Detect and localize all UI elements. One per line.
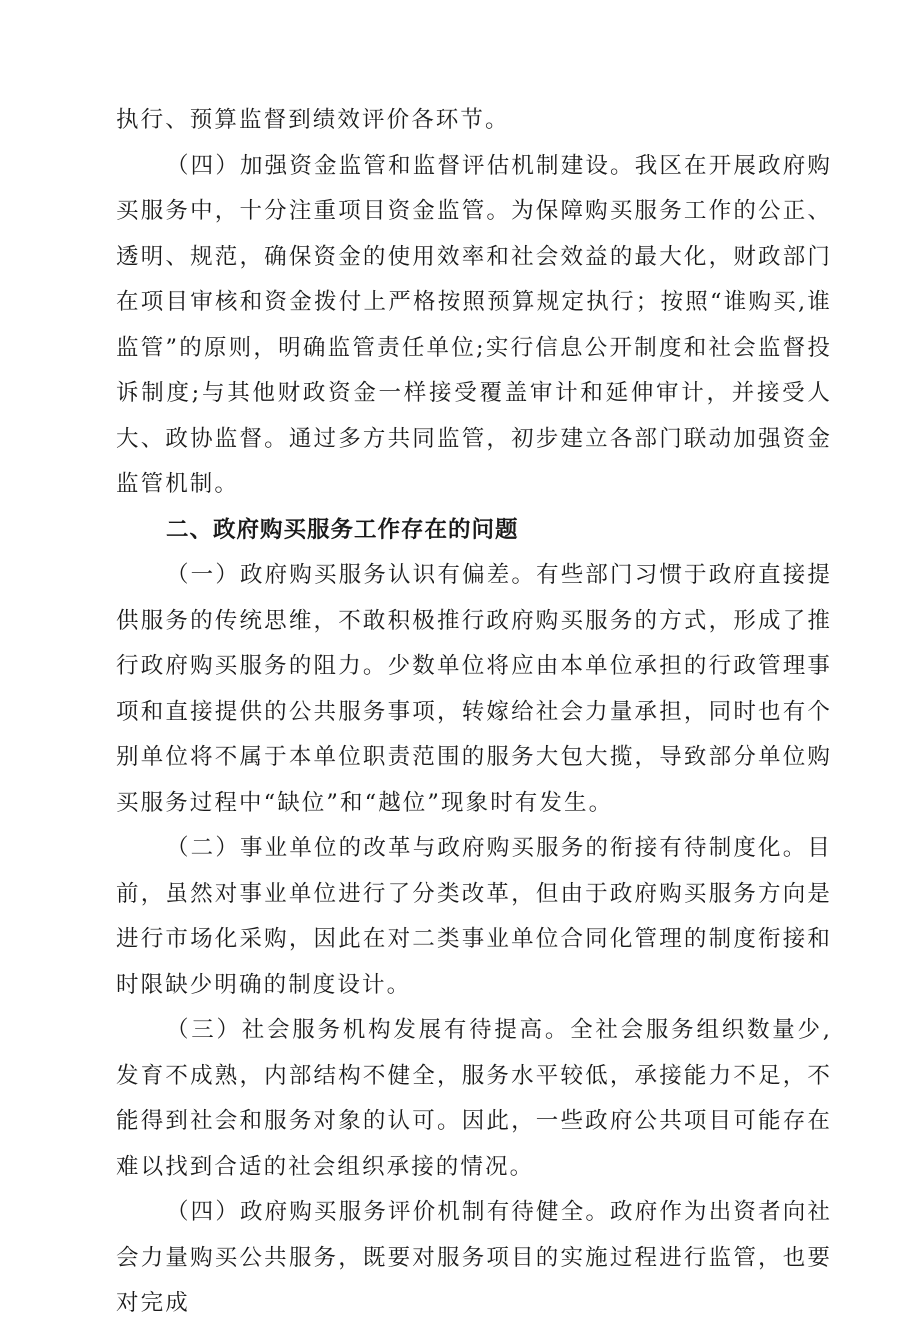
paragraph-problem-3: （三）社会服务机构发展有待提高。全社会服务组织数量少,发育不成熟，内部结构不健全，服务水平较低，承接能力不足，不能得到社会和服务对象的认可。因此，一些政府公共项目可能存在难以找到合适的社会组织承接的情况。 xyxy=(116,1017,832,1180)
document-body xyxy=(116,98,832,1327)
section-heading-problems: 二、政府购买服务工作存在的问题 xyxy=(166,516,519,543)
paragraph-problem-4: （四）政府购买服务评价机制有待健全。政府作为出资者向社会力量购买公共服务，既要对服务项目的实施过程进行监管，也要对完成 xyxy=(116,1199,832,1316)
paragraph-continuation: 执行、预算监督到绩效评价各环节。 xyxy=(116,107,510,133)
paragraph-fund-supervision: （四）加强资金监管和监督评估机制建设。我区在开展政府购买服务中，十分注重项目资金监管。为保障购买服务工作的公正、透明、规范，确保资金的使用效率和社会效益的最大化，财政部门在项目审核和资金拨付上严格按照预算规定执行；按照“谁购买,谁监管”的原则，明确监管责任单位;实行信息公开制度和社会监督投诉制度;与其他财政资金一样接受覆盖审计和延伸审计，并接受人大、政协监督。通过多方共同监管，初步建立各部门联动加强资金监管机制。 xyxy=(116,152,832,497)
paragraph-problem-2: （二）事业单位的改革与政府购买服务的衔接有待制度化。目前，虽然对事业单位进行了分类改革，但由于政府购买服务方向是进行市场化采购，因此在对二类事业单位合同化管理的制度衔接和时限缺少明确的制度设计。 xyxy=(116,835,832,998)
paragraph-problem-1: （一）政府购买服务认识有偏差。有些部门习惯于政府直接提供服务的传统思维，不敢积极推行政府购买服务的方式，形成了推行政府购买服务的阻力。少数单位将应由本单位承担的行政管理事项和直接提供的公共服务事项，转嫁给社会力量承担，同时也有个别单位将不属于本单位职责范围的服务大包大揽，导致部分单位购买服务过程中“缺位”和“越位”现象时有发生。 xyxy=(116,562,832,816)
